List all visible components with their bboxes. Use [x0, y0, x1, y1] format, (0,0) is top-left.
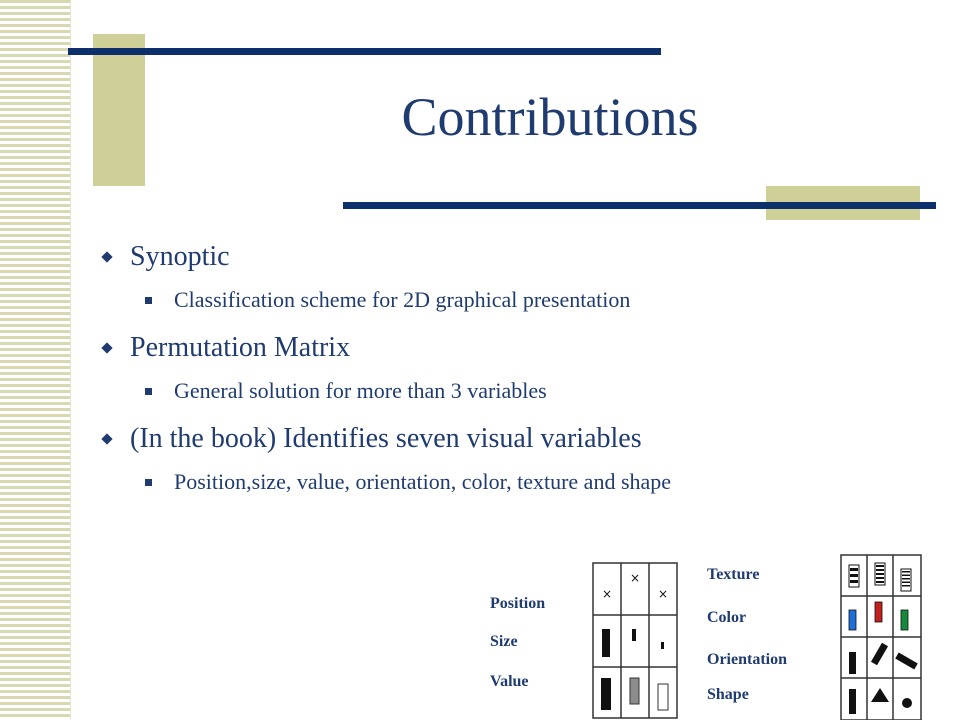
- svg-text:×: ×: [629, 571, 641, 585]
- diamond-bullet-icon: [101, 251, 112, 262]
- label-size: Size: [490, 633, 518, 650]
- slide-title: Contributions: [401, 87, 699, 147]
- diamond-bullet-icon: [101, 433, 112, 444]
- square-bullet-icon: [145, 297, 152, 304]
- diamond-bullet-icon: [101, 342, 112, 353]
- label-orientation: Orientation: [707, 651, 787, 668]
- sub-bullet-text: Classification scheme for 2D graphical presentation: [174, 287, 631, 312]
- sub-bullet-text: Position,size, value, orientation, color, texture and shape: [174, 469, 672, 494]
- sub-bullet-variable-list: [100, 468, 840, 496]
- label-position: Position: [490, 595, 546, 612]
- bullet-permutation-matrix: [100, 331, 840, 365]
- bottom-navy-rule: [343, 202, 936, 209]
- top-navy-rule: [68, 48, 661, 55]
- label-value: Value: [490, 673, 529, 690]
- sub-bullet-classification: [100, 286, 840, 314]
- bullet-visual-variables: [100, 422, 840, 456]
- bullet-text: Permutation Matrix: [130, 332, 351, 363]
- svg-text:×: ×: [657, 587, 669, 601]
- svg-text:×: ×: [601, 587, 613, 601]
- bullet-synoptic: [100, 240, 840, 274]
- left-stripe-decoration: [0, 0, 71, 720]
- texture-color-orientation-shape-matrix: [838, 552, 924, 720]
- label-color: Color: [707, 609, 747, 626]
- square-bullet-icon: [145, 388, 152, 395]
- label-shape: Shape: [707, 686, 749, 703]
- bullet-text: (In the book) Identifies seven visual variables: [130, 423, 642, 454]
- position-size-value-matrix: [590, 560, 680, 720]
- bullet-list: [100, 240, 840, 513]
- sub-bullet-general-solution: [100, 377, 840, 405]
- label-texture: Texture: [707, 566, 760, 583]
- square-bullet-icon: [145, 479, 152, 486]
- bullet-text: Synoptic: [130, 241, 230, 272]
- sub-bullet-text: General solution for more than 3 variables: [174, 378, 547, 403]
